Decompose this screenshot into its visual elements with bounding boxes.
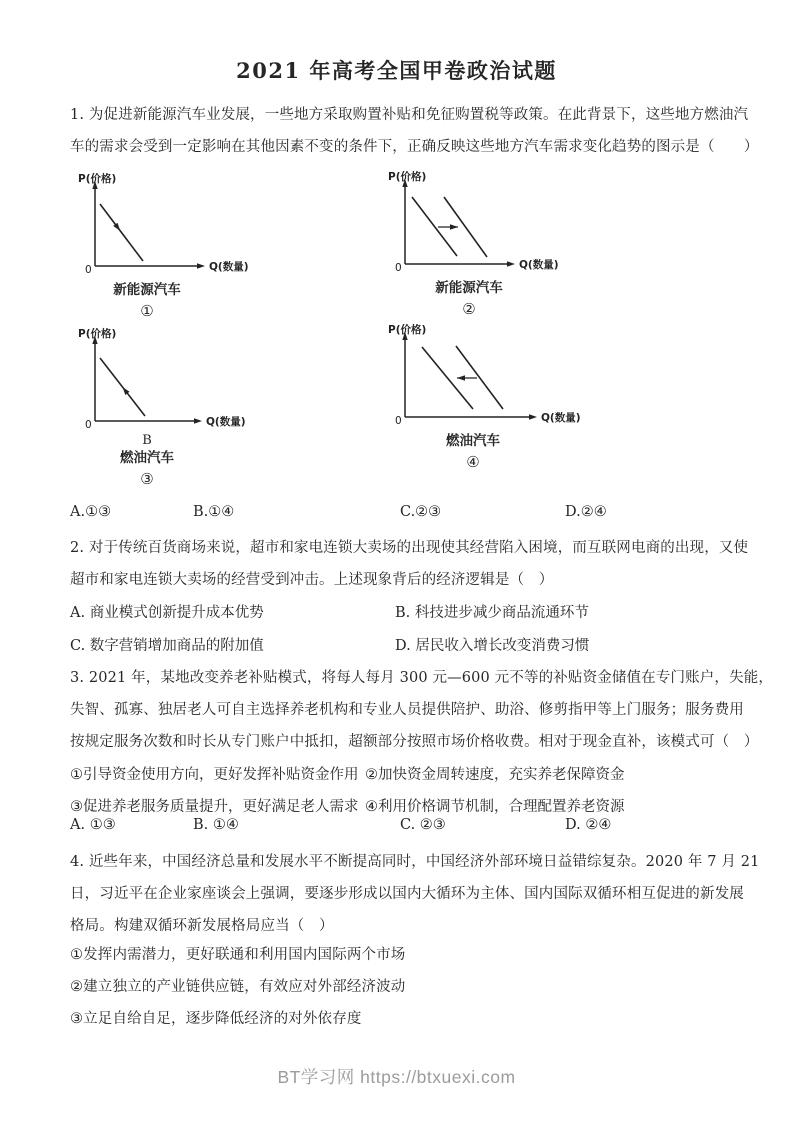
chart-2-new-energy-vehicles xyxy=(380,170,650,318)
q3-statement-2: ②加快资金周转速度，充实养老保障资金 xyxy=(365,767,625,783)
page-title: 2021 年高考全国甲卷政治试题 xyxy=(236,58,557,83)
q3-option-b: B. ①④ xyxy=(193,817,239,833)
chart-3-sublabel: B xyxy=(142,433,152,448)
q2-option-b: B. 科技进步减少商品流通环节 xyxy=(395,605,589,621)
svg-text:Q(数量): Q(数量) xyxy=(206,416,246,428)
site-watermark: BT学习网 https://btxuexi.com xyxy=(277,1067,516,1087)
svg-text:Q(数量): Q(数量) xyxy=(519,259,559,271)
q2-option-d: D. 居民收入增长改变消费习惯 xyxy=(395,638,590,654)
demand-curve-chart-1 xyxy=(70,172,305,274)
q4-statement-2: ②建立独立的产业链供应链，有效应对外部经济波动 xyxy=(70,979,406,995)
q1-option-d: D.②④ xyxy=(565,504,607,520)
chart-4-number: ④ xyxy=(466,453,480,471)
q4-line-1: 4. 近些年来，中国经济总量和发展水平不断提高同时，中国经济外部环境日益错综复杂。2020 年 7 月 21 xyxy=(70,854,760,870)
q4-statements xyxy=(70,939,748,1035)
chart-3-fuel-vehicles xyxy=(70,327,340,488)
svg-text:0: 0 xyxy=(395,415,402,425)
svg-text:0: 0 xyxy=(85,264,92,274)
chart-1-number: ① xyxy=(140,302,154,320)
demand-curve-chart-2 xyxy=(380,170,615,272)
q3-statement-1: ①引导资金使用方向，更好发挥补贴资金作用 xyxy=(70,767,359,783)
q1-line-1: 1. 为促进新能源汽车业发展，一些地方采取购置补贴和免征购置税等政策。在此背景下，这些地方燃油汽 xyxy=(70,107,749,123)
q2-option-a: A. 商业模式创新提升成本优势 xyxy=(70,605,264,621)
q3-option-c: C. ②③ xyxy=(400,817,446,833)
q3-statement-row-1 xyxy=(70,759,748,791)
svg-text:Q(数量): Q(数量) xyxy=(209,261,249,273)
chart-1-title: 新能源汽车 xyxy=(113,282,181,298)
chart-3-number: ③ xyxy=(140,470,154,488)
question-1-text xyxy=(70,99,759,163)
svg-text:P(价格): P(价格) xyxy=(78,173,117,185)
svg-text:P(价格): P(价格) xyxy=(78,328,117,340)
svg-text:P(价格): P(价格) xyxy=(388,171,427,183)
q3-statement-4: ④利用价格调节机制，合理配置养老资源 xyxy=(365,799,625,815)
question-4-text xyxy=(70,846,760,942)
q1-option-c: C.②③ xyxy=(400,504,442,520)
q1-options-row xyxy=(70,501,748,523)
q3-option-d: D. ②④ xyxy=(565,817,612,833)
q1-option-a: A.①③ xyxy=(70,504,112,520)
chart-2-title: 新能源汽车 xyxy=(435,280,503,296)
charts-grid xyxy=(70,170,748,500)
question-2-text xyxy=(70,532,748,596)
q3-line-1: 3. 2021 年，某地改变养老补贴模式，将每人每月 300 元—600 元不等的补贴资金储值在专门账户，失能， xyxy=(70,670,774,686)
demand-curve-chart-4 xyxy=(380,323,615,425)
chart-2-number: ② xyxy=(462,300,476,318)
demand-curve-chart-3 xyxy=(70,327,305,429)
q2-options-grid xyxy=(70,597,748,663)
q2-line-2: 超市和家电连锁大卖场的经营受到冲击。上述现象背后的经济逻辑是（ ） xyxy=(70,572,554,588)
q1-option-b: B.①④ xyxy=(193,504,235,520)
q3-options-row xyxy=(70,814,748,836)
q4-statement-3: ③立足自给自足，逐步降低经济的对外依存度 xyxy=(70,1011,362,1027)
q3-line-3: 按规定服务次数和时长从专门账户中抵扣，超额部分按照市场价格收费。相对于现金直补，该模式可（ ） xyxy=(70,734,759,750)
chart-3-title: 燃油汽车 xyxy=(120,450,174,466)
question-3-text xyxy=(70,662,774,758)
q4-line-2: 日，习近平在企业家座谈会上强调，要逐步形成以国内大循环为主体、国内国际双循环相互促进的新发展 xyxy=(70,886,744,902)
q1-line-2: 车的需求会受到一定影响在其他因素不变的条件下，正确反映这些地方汽车需求变化趋势的图示是（ ） xyxy=(70,139,759,155)
chart-4-title: 燃油汽车 xyxy=(446,433,500,449)
q3-statement-3: ③促进养老服务质量提升，更好满足老人需求 xyxy=(70,799,359,815)
q3-line-2: 失智、孤寡、独居老人可自主选择养老机构和专业人员提供陪护、助浴、修剪指甲等上门服务；服务费用 xyxy=(70,702,744,718)
chart-4-fuel-vehicles xyxy=(380,323,650,471)
q2-option-c: C. 数字营销增加商品的附加值 xyxy=(70,638,264,654)
svg-text:P(价格): P(价格) xyxy=(388,324,427,336)
svg-text:0: 0 xyxy=(395,262,402,272)
svg-text:Q(数量): Q(数量) xyxy=(541,412,581,424)
q2-line-1: 2. 对于传统百货商场来说，超市和家电连锁大卖场的出现使其经营陷入困境，而互联网电商的出现，又使 xyxy=(70,540,749,556)
q3-option-a: A. ①③ xyxy=(70,817,116,833)
q4-statement-1: ①发挥内需潜力，更好联通和利用国内国际两个市场 xyxy=(70,947,406,963)
q4-line-3: 格局。构建双循环新发展格局应当（ ） xyxy=(70,918,334,934)
svg-text:0: 0 xyxy=(85,419,92,429)
chart-1-new-energy-vehicles xyxy=(70,172,340,320)
